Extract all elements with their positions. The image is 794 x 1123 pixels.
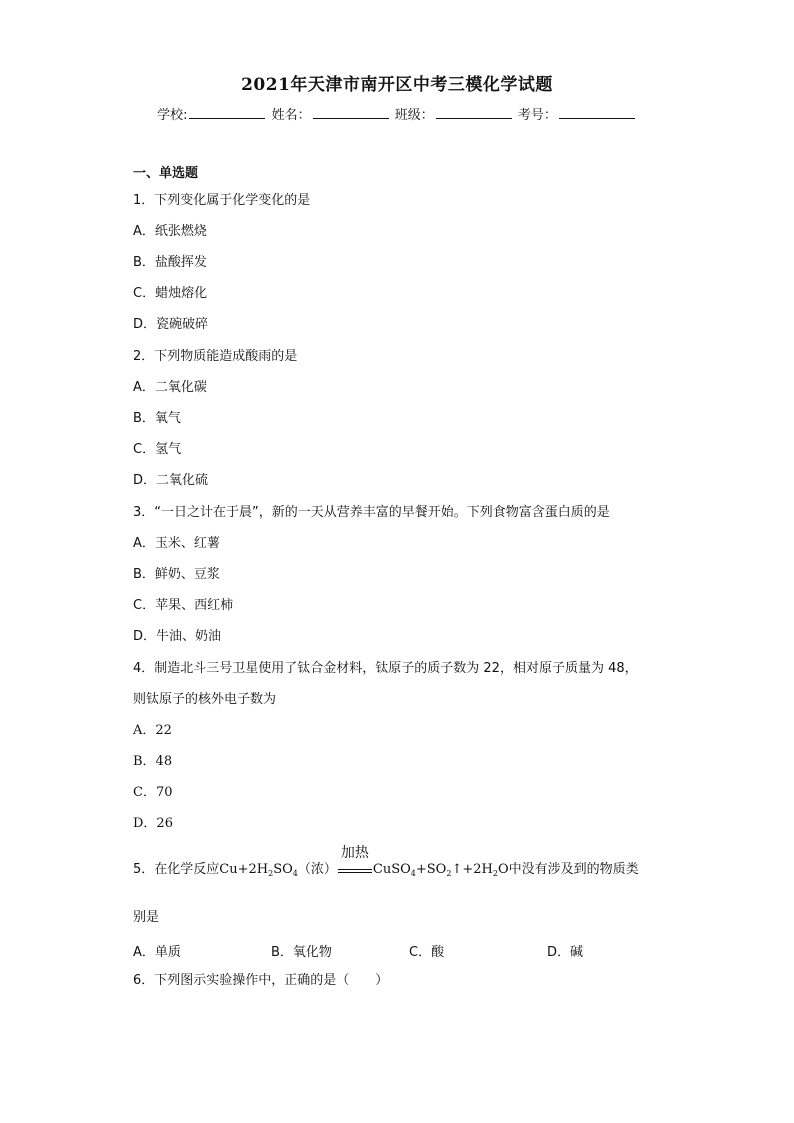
chemical-equation — [219, 862, 298, 877]
name-blank — [313, 106, 389, 119]
eq-so: SO — [273, 862, 293, 877]
question-2-stem: 2．下列物质能造成酸雨的是 — [133, 349, 298, 364]
gas-arrow-icon: ↑ — [451, 862, 463, 877]
question-4-stem-line1: 4．制造北斗三号卫星使用了钛合金材料，钛原子的质子数为 22，相对原子质量为 48， — [133, 661, 638, 676]
eq-product-o: O — [497, 862, 509, 877]
eq-reactant-cu-h: Cu+2H — [219, 862, 269, 877]
question-1-option-a: A．纸张燃烧 — [133, 224, 207, 239]
question-4-stem-line2: 则钛原子的核外电子数为 — [133, 692, 277, 707]
question-2-option-d: D．二氧化硫 — [133, 473, 209, 488]
reaction-condition — [338, 845, 372, 873]
question-4-option-c: C．70 — [133, 785, 173, 800]
eq-product-sub-2: 2 — [446, 869, 452, 878]
question-1-option-d: D．瓷碗破碎 — [133, 317, 209, 332]
eq-sub-2: 2 — [268, 869, 274, 878]
question-5-suffix: 中没有涉及到的物质类 — [508, 862, 639, 877]
class-blank — [436, 106, 512, 119]
question-2-option-a: A．二氧化碳 — [133, 380, 207, 395]
exam-no-blank — [559, 106, 635, 119]
question-5-option-a: A．单质 — [133, 945, 181, 960]
name-label: 姓名： — [271, 108, 311, 123]
eq-product-h-sub: 2 — [492, 869, 498, 878]
school-blank — [189, 106, 265, 119]
question-3-stem: 3．“一日之计在于晨”，新的一天从营养丰富的早餐开始。下列食物富含蛋白质的是 — [133, 505, 610, 520]
class-label: 班级： — [394, 108, 434, 123]
question-5-stem-line2: 别是 — [133, 910, 160, 925]
question-4-option-d: D．26 — [133, 816, 173, 831]
eq-concentrated: （浓） — [297, 862, 337, 877]
products — [373, 862, 509, 877]
question-6-stem: 6．下列图示实验操作中，正确的是（ ） — [133, 973, 389, 988]
question-1-option-b: B．盐酸挥发 — [133, 255, 207, 270]
question-5-option-b: B．氧化物 — [271, 945, 332, 960]
question-2-option-b: B．氧气 — [133, 411, 181, 426]
question-3-option-d: D．牛油、奶油 — [133, 629, 222, 644]
exam-title: 2021年天津市南开区中考三模化学试题 — [241, 75, 553, 95]
question-3-option-b: B．鲜奶、豆浆 — [133, 567, 220, 582]
student-info-row — [0, 104, 794, 123]
question-3-option-a: A．玉米、红薯 — [133, 536, 220, 551]
question-1-option-c: C．蜡烛熔化 — [133, 286, 208, 301]
condition-heat-label: 加热 — [340, 845, 369, 861]
eq-sub-4: 4 — [292, 869, 298, 878]
question-4-option-b: B．48 — [133, 754, 173, 769]
question-5-prefix: 5．在化学反应 — [133, 862, 220, 877]
eq-product-sub-4: 4 — [410, 869, 416, 878]
question-3-option-c: C．苹果、西红柿 — [133, 598, 234, 613]
eq-product-h: +2H — [462, 862, 493, 877]
section-title: 一、单选题 — [133, 166, 199, 181]
question-4-option-a: A．22 — [133, 723, 172, 738]
equals-sign — [338, 869, 372, 873]
question-5-option-c: C．酸 — [409, 945, 445, 960]
eq-product-cuso: CuSO — [372, 862, 411, 877]
question-5-stem-line1 — [133, 845, 639, 878]
question-2-option-c: C．氢气 — [133, 442, 182, 457]
eq-product-so: +SO — [415, 862, 447, 877]
question-1-stem: 1．下列变化属于化学变化的是 — [133, 193, 311, 208]
question-5-option-d: D．碱 — [547, 945, 584, 960]
exam-no-label: 考号： — [517, 108, 557, 123]
school-label: 学校: — [157, 108, 188, 123]
